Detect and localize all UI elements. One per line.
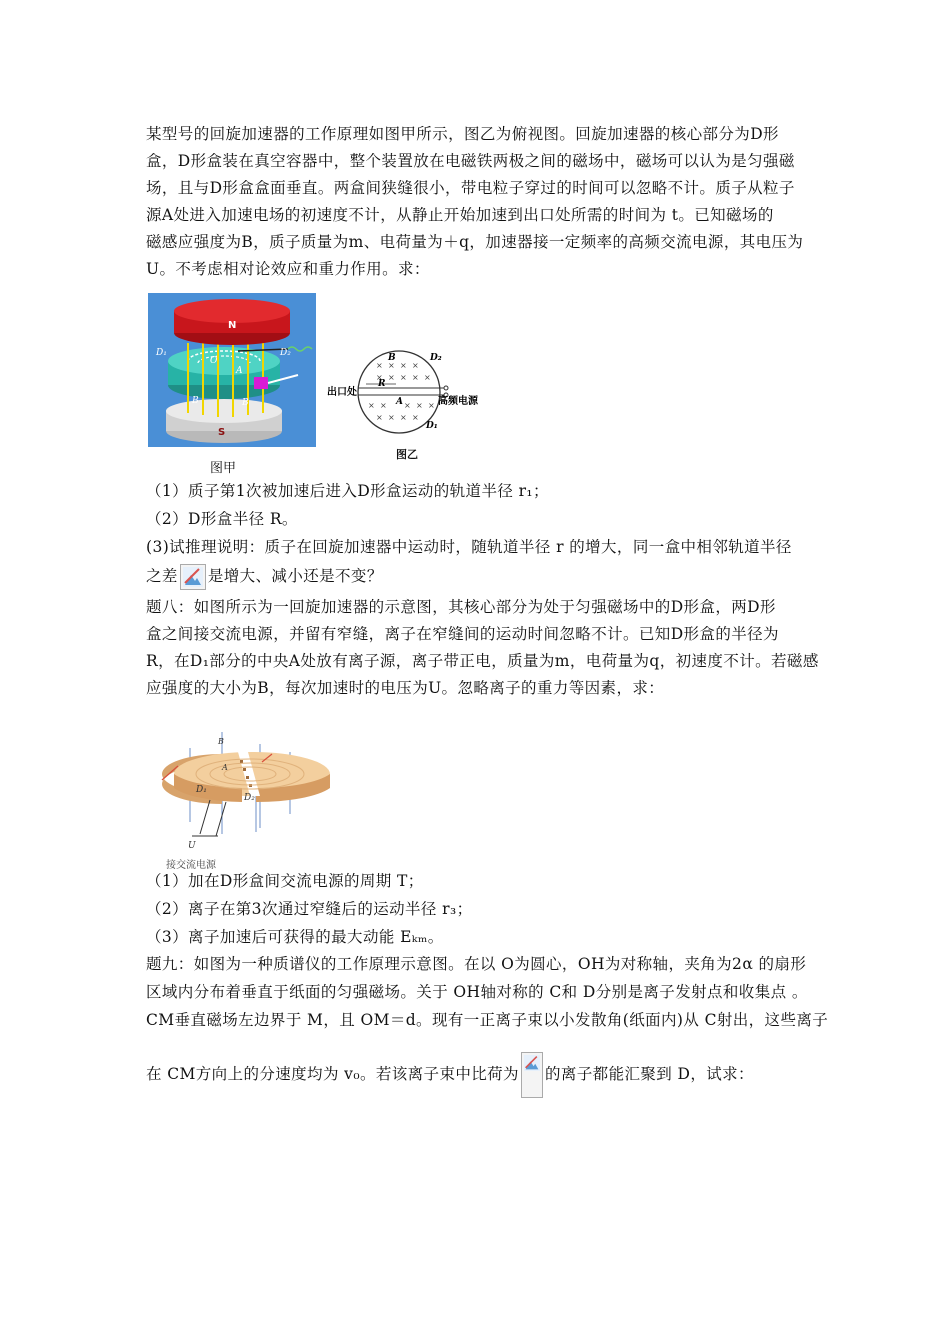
dbox-label-D2: D₂ [244, 793, 255, 803]
label-O: O [210, 356, 218, 366]
q8-line-1: （1）加在D形盒间交流电源的周期 T； [146, 872, 424, 890]
t8-line-2: 盒之间接交流电源，并留有窄缝，离子在窄缝间的运动时间忽略不计。已知D形盒的半径为 [146, 625, 779, 643]
intro-line-4: 源A处进入加速电场的初速度不计，从静止开始加速到出口处所需的时间为 t。已知磁场的 [146, 206, 774, 224]
figure-yi-caption: 图乙 [396, 448, 418, 461]
t9-line-2: 区域内分布着垂直于纸面的匀强磁场。关于 OH轴对称的 C和 D分别是离子发射点和收集点 。 [146, 983, 808, 1001]
q1-line-3: (3)试推理说明：质子在回旋加速器中运动时，随轨道半径 r 的增大，同一盒中相邻轨道半径 [146, 538, 792, 556]
t9-line-4 [146, 1052, 754, 1098]
svg-text:×: × [388, 413, 395, 422]
label-S: S [218, 427, 226, 438]
t8-line-4: 应强度的大小为B，每次加速时的电压为U。忽略离子的重力等因素，求： [146, 679, 665, 697]
q1-line-4-text-a: 之差 [146, 567, 178, 585]
svg-text:×: × [376, 413, 383, 422]
svg-text:×: × [400, 413, 407, 422]
yi-power-label: 高频电源 [438, 396, 478, 407]
t9-line-4-text-a: 在 CM方向上的分速度均为 v₀。若该离子束中比荷为 [146, 1065, 519, 1083]
yi-label-A: A [396, 397, 403, 407]
t9-line-4-text-b: 的离子都能汇聚到 D，试求： [544, 1065, 754, 1083]
intro-line-5: 磁感应强度为B，质子质量为m、电荷量为＋q，加速器接一定频率的高频交流电源，其电压为 [146, 233, 804, 251]
ratio-image-icon [521, 1052, 543, 1098]
intro-line-1: 某型号的回旋加速器的工作原理如图甲所示，图乙为俯视图。回旋加速器的核心部分为D形 [146, 125, 779, 143]
svg-text:×: × [404, 401, 411, 410]
label-B-right: B [242, 398, 249, 408]
yi-label-D1: D₁ [426, 421, 438, 431]
figure-jia-caption: 图甲 [210, 461, 237, 476]
yi-label-B: B [388, 353, 396, 363]
q8-line-3: （3）离子加速后可获得的最大动能 Eₖₘ。 [146, 928, 444, 946]
svg-text:×: × [400, 373, 407, 382]
svg-text:×: × [368, 401, 375, 410]
intro-line-2: 盒，D形盒装在真空容器中，整个装置放在电磁铁两极之间的磁场中，磁场可以认为是匀强磁 [146, 152, 795, 170]
svg-text:×: × [412, 361, 419, 370]
label-A: A [236, 366, 243, 376]
svg-text:×: × [416, 401, 423, 410]
q1-line-2: （2）D形盒半径 R。 [146, 510, 298, 528]
svg-text:×: × [400, 361, 407, 370]
t8-line-3: R，在D₁部分的中央A处放有离子源，离子带正电，质量为m，电荷量为q，初速度不计。若磁感 [146, 652, 819, 670]
svg-text:×: × [412, 413, 419, 422]
intro-line-6: U。不考虑相对论效应和重力作用。求： [146, 260, 430, 278]
figure-dbox-caption: 接交流电源 [166, 860, 216, 871]
yi-label-D2: D₂ [430, 353, 442, 363]
q1-line-4-text-b: 是增大、减小还是不变？ [207, 567, 383, 585]
q1-line-1: （1）质子第1次被加速后进入D形盒运动的轨道半径 r₁； [146, 482, 549, 500]
q1-line-4 [146, 564, 383, 590]
label-D2: D₂ [280, 348, 291, 358]
yi-exit-label: 出口处 [327, 387, 357, 398]
svg-text:×: × [376, 373, 383, 382]
svg-text:×: × [428, 401, 435, 410]
dbox-label-D1: D₁ [196, 785, 207, 795]
dbox-label-U: U [188, 841, 196, 851]
t9-line-1: 题九：如图为一种质谱仪的工作原理示意图。在以 O为圆心，OH为对称轴，夹角为2α 的扇形 [146, 955, 807, 973]
label-N: N [228, 320, 237, 331]
dbox-label-A: A [222, 763, 228, 772]
figure-jia [148, 293, 316, 447]
figure-dbox [160, 724, 340, 870]
svg-text:×: × [388, 373, 395, 382]
formula-image-icon [180, 564, 206, 590]
svg-text:×: × [412, 373, 419, 382]
svg-text:×: × [388, 361, 395, 370]
label-B-left: B [192, 396, 199, 406]
q8-line-2: （2）离子在第3次通过窄缝后的运动半径 r₃； [146, 900, 473, 918]
t8-line-1: 题八：如图所示为一回旋加速器的示意图，其核心部分为处于匀强磁场中的D形盒，两D形 [146, 598, 776, 616]
label-D1: D₁ [156, 348, 167, 358]
intro-line-3: 场，且与D形盒盒面垂直。两盒间狭缝很小，带电粒子穿过的时间可以忽略不计。质子从粒子 [146, 179, 795, 197]
yi-label-R: R [378, 379, 386, 389]
svg-text:×: × [424, 373, 431, 382]
dbox-label-B: B [218, 737, 224, 746]
t9-line-3: CM垂直磁场左边界于 M，且 OM＝d。现有一正离子束以小发散角(纸面内)从 C射出，这些离子 [146, 1011, 829, 1029]
svg-text:×: × [376, 361, 383, 370]
svg-text:×: × [380, 401, 387, 410]
